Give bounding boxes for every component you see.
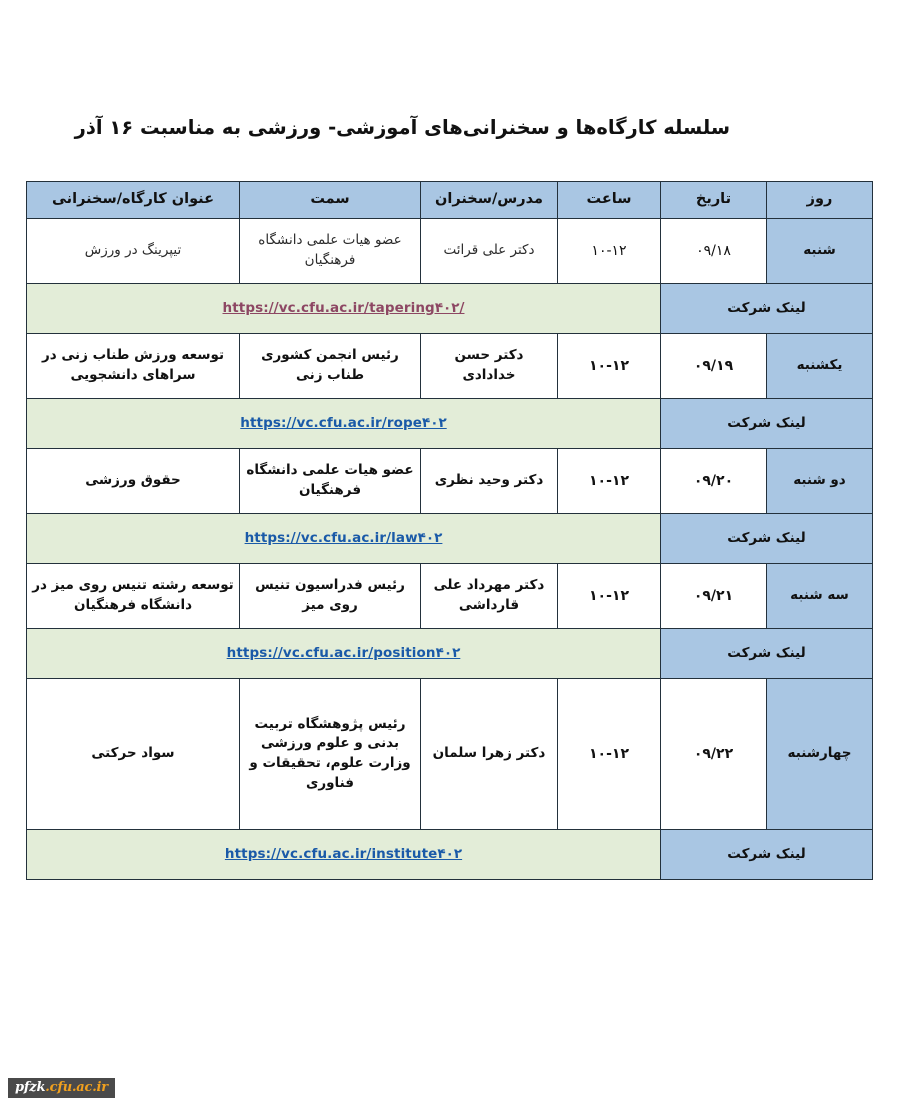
table-row <box>27 449 873 514</box>
link-row <box>27 284 873 334</box>
column-header-position: سمت <box>240 182 421 219</box>
link-row <box>27 629 873 679</box>
cell-time: ۱۰-۱۲ <box>558 564 661 629</box>
link-label: لینک شرکت <box>661 284 873 334</box>
table-header-row <box>27 182 873 219</box>
watermark-name: pfzk <box>15 1080 46 1095</box>
column-header-topic: عنوان کارگاه/سخنرانی <box>27 182 240 219</box>
cell-day: دو شنبه <box>767 449 873 514</box>
cell-date: ۰۹/۲۲ <box>661 679 767 830</box>
cell-date: ۰۹/۱۸ <box>661 219 767 284</box>
cell-speaker: دکتر وحید نظری <box>421 449 558 514</box>
cell-topic: تیپرینگ در ورزش <box>27 219 240 284</box>
table-row <box>27 334 873 399</box>
participation-link[interactable]: https://vc.cfu.ac.ir/position۴۰۲ <box>226 644 461 661</box>
cell-position: رئیس پژوهشگاه تربیت بدنی و علوم ورزشی وزارت علوم، تحقیقات و فناوری <box>240 679 421 830</box>
table-row <box>27 679 873 830</box>
link-cell[interactable] <box>27 399 661 449</box>
link-cell[interactable] <box>27 629 661 679</box>
link-label: لینک شرکت <box>661 830 873 880</box>
cell-speaker: دکتر مهرداد علی قارداشی <box>421 564 558 629</box>
link-cell[interactable] <box>27 514 661 564</box>
cell-day: شنبه <box>767 219 873 284</box>
cell-speaker: دکتر علی قرائت <box>421 219 558 284</box>
link-label: لینک شرکت <box>661 629 873 679</box>
cell-topic: سواد حرکتی <box>27 679 240 830</box>
participation-link[interactable]: https://vc.cfu.ac.ir/tapering۴۰۲/ <box>222 299 465 316</box>
cell-position: رئیس فدراسیون تنیس روی میز <box>240 564 421 629</box>
cell-position: رئیس انجمن کشوری طناب زنی <box>240 334 421 399</box>
link-cell[interactable] <box>27 284 661 334</box>
cell-day: سه شنبه <box>767 564 873 629</box>
cell-speaker: دکتر زهرا سلمان <box>421 679 558 830</box>
site-watermark <box>8 1078 115 1098</box>
cell-topic: توسعه رشته تنیس روی میز در دانشگاه فرهنگیان <box>27 564 240 629</box>
cell-time: ۱۰-۱۲ <box>558 219 661 284</box>
cell-date: ۰۹/۱۹ <box>661 334 767 399</box>
cell-position: عضو هیات علمی دانشگاه فرهنگیان <box>240 219 421 284</box>
table-row <box>27 564 873 629</box>
column-header-speaker: مدرس/سخنران <box>421 182 558 219</box>
cell-time: ۱۰-۱۲ <box>558 679 661 830</box>
participation-link[interactable]: https://vc.cfu.ac.ir/rope۴۰۲ <box>240 414 447 431</box>
column-header-date: تاریخ <box>661 182 767 219</box>
table-row <box>27 219 873 284</box>
cell-time: ۱۰-۱۲ <box>558 449 661 514</box>
schedule-table <box>26 181 873 880</box>
cell-position: عضو هیات علمی دانشگاه فرهنگیان <box>240 449 421 514</box>
cell-date: ۰۹/۲۰ <box>661 449 767 514</box>
column-header-time: ساعت <box>558 182 661 219</box>
link-cell[interactable] <box>27 830 661 880</box>
cell-date: ۰۹/۲۱ <box>661 564 767 629</box>
schedule-table-container <box>27 181 873 880</box>
page-title: سلسله کارگاه‌ها و سخنرانی‌های آموزشی- ورزشی به مناسبت ۱۶ آذر <box>74 116 730 139</box>
watermark-domain: .cfu.ac.ir <box>45 1080 108 1095</box>
link-row <box>27 830 873 880</box>
cell-day: یکشنبه <box>767 334 873 399</box>
cell-topic: توسعه ورزش طناب زنی در سراهای دانشجویی <box>27 334 240 399</box>
schedule-table-body <box>27 219 873 880</box>
link-row <box>27 514 873 564</box>
cell-time: ۱۰-۱۲ <box>558 334 661 399</box>
link-label: لینک شرکت <box>661 514 873 564</box>
link-row <box>27 399 873 449</box>
cell-speaker: دکتر حسن خدادادی <box>421 334 558 399</box>
participation-link[interactable]: https://vc.cfu.ac.ir/institute۴۰۲ <box>224 845 463 862</box>
participation-link[interactable]: https://vc.cfu.ac.ir/law۴۰۲ <box>244 529 443 546</box>
cell-topic: حقوق ورزشی <box>27 449 240 514</box>
link-label: لینک شرکت <box>661 399 873 449</box>
cell-day: چهارشنبه <box>767 679 873 830</box>
column-header-day: روز <box>767 182 873 219</box>
